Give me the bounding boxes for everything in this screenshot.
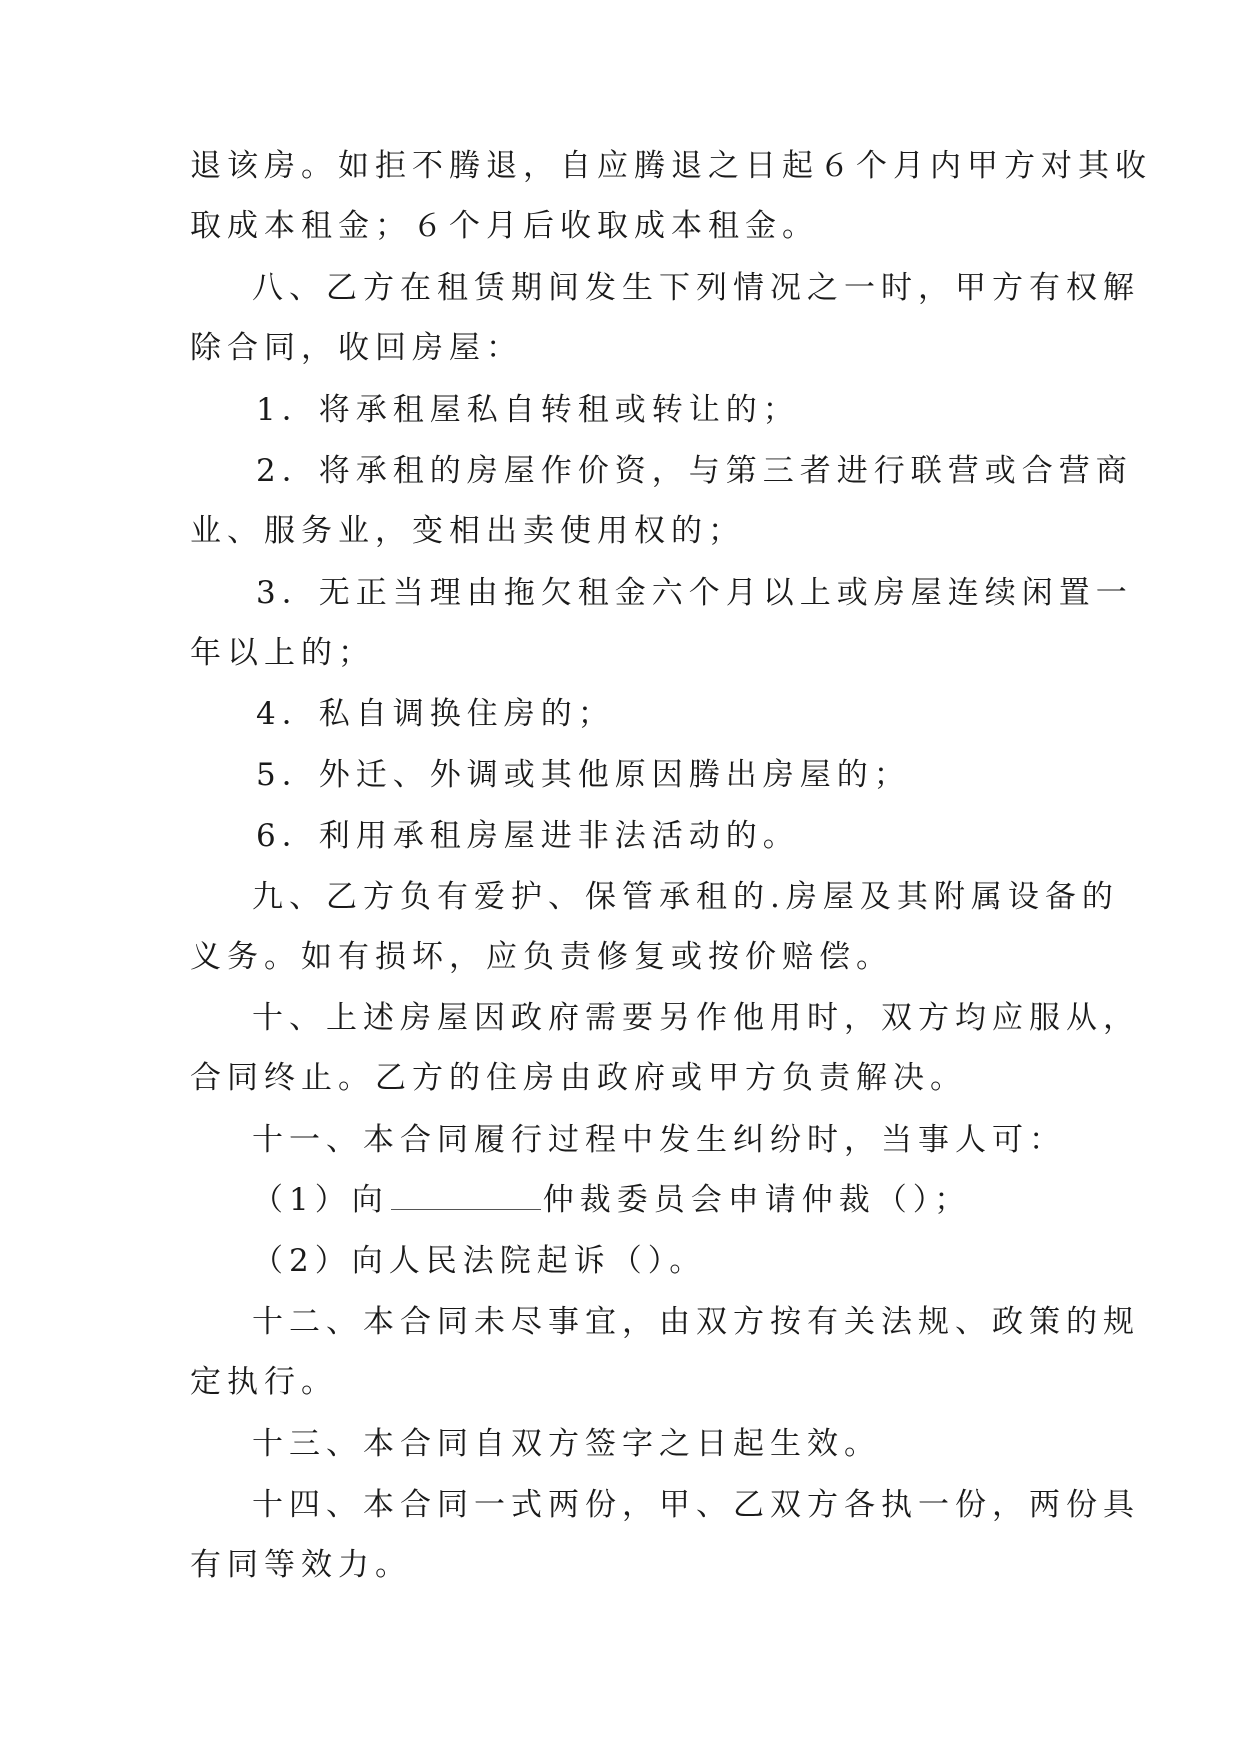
item-3-line-1: 3．无正当理由拖欠租金六个月以上或房屋连续闲置一 bbox=[256, 575, 1133, 611]
item-4: 4．私自调换住房的； bbox=[256, 696, 615, 732]
clause-11-option-1 bbox=[252, 1180, 971, 1220]
clause-9-line-1: 九、乙方负有爱护、保管承租的.房屋及其附属设备的 bbox=[252, 879, 1119, 915]
option-1-suffix: 仲裁委员会申请仲裁（）； bbox=[542, 1182, 972, 1218]
arbitration-blank-field[interactable] bbox=[391, 1181, 541, 1210]
clause-12-line-1: 十二、本合同未尽事宜，由双方按有关法规、政策的规 bbox=[252, 1304, 1140, 1340]
item-2-line-2: 业、服务业，变相出卖使用权的； bbox=[190, 513, 745, 549]
item-3-line-2: 年以上的； bbox=[190, 635, 375, 671]
clause-12-line-2: 定执行。 bbox=[190, 1364, 338, 1400]
clause-10-line-1: 十、上述房屋因政府需要另作他用时，双方均应服从， bbox=[252, 1000, 1140, 1036]
clause-13-line-1: 十三、本合同自双方签字之日起生效。 bbox=[252, 1426, 881, 1462]
clause-11-line-1: 十一、本合同履行过程中发生纠纷时，当事人可： bbox=[252, 1122, 1066, 1158]
item-6: 6．利用承租房屋进非法活动的。 bbox=[256, 818, 800, 854]
clause-14-line-2: 有同等效力。 bbox=[190, 1547, 412, 1583]
item-2-line-1: 2．将承租的房屋作价资，与第三者进行联营或合营商 bbox=[256, 453, 1133, 489]
item-1: 1．将承租屋私自转租或转让的； bbox=[256, 392, 800, 428]
p7-cont-line-1: 退该房。如拒不腾退，自应腾退之日起６个月内甲方对其收 bbox=[190, 148, 1152, 184]
clause-11-option-2: （2）向人民法院起诉（）。 bbox=[252, 1243, 707, 1279]
clause-8-line-2: 除合同，收回房屋： bbox=[190, 330, 523, 366]
option-1-prefix: （1）向 bbox=[252, 1182, 389, 1218]
clause-10-line-2: 合同终止。乙方的住房由政府或甲方负责解决。 bbox=[190, 1060, 967, 1096]
clause-14-line-1: 十四、本合同一式两份，甲、乙双方各执一份，两份具 bbox=[252, 1487, 1140, 1523]
clause-8-line-1: 八、乙方在租赁期间发生下列情况之一时，甲方有权解 bbox=[252, 270, 1140, 306]
p7-cont-line-2: 取成本租金；６个月后收取成本租金。 bbox=[190, 208, 819, 244]
item-5: 5．外迁、外调或其他原因腾出房屋的； bbox=[256, 757, 911, 793]
clause-9-line-2: 义务。如有损坏，应负责修复或按价赔偿。 bbox=[190, 939, 893, 975]
